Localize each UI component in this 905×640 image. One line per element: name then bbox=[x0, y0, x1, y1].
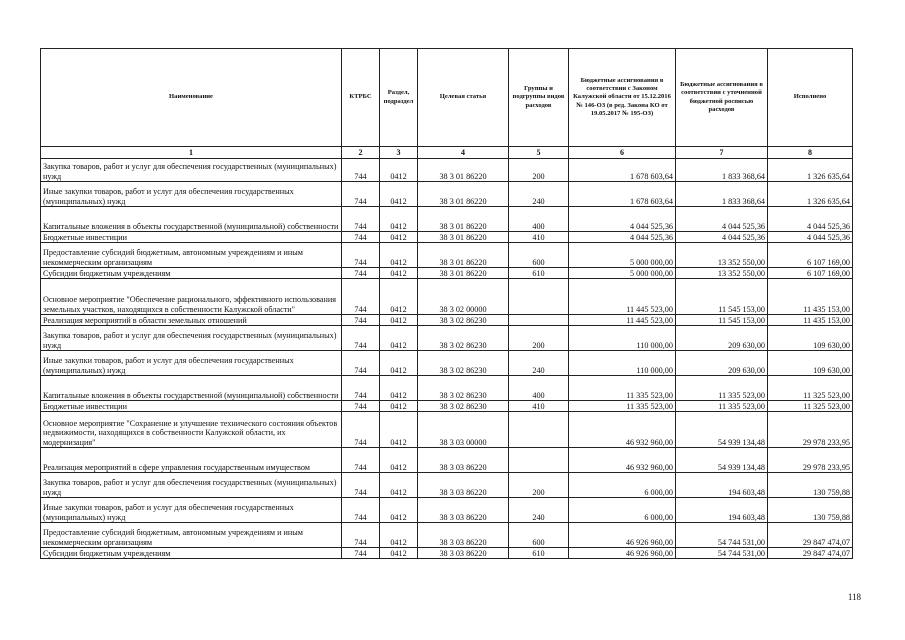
row-name: Капитальные вложения в объекты государственной (муниципальной) собственности bbox=[41, 207, 342, 232]
row-assign-updated: 54 939 134,48 bbox=[676, 412, 768, 448]
row-group: 200 bbox=[509, 326, 569, 351]
row-article: 38 3 02 86230 bbox=[418, 401, 509, 412]
row-assign-law: 4 044 525,36 bbox=[569, 232, 676, 243]
row-assign-law: 1 678 603,64 bbox=[569, 182, 676, 207]
row-razdel: 0412 bbox=[380, 351, 418, 376]
row-group bbox=[509, 315, 569, 326]
table-row bbox=[41, 412, 853, 448]
row-assign-law: 11 445 523,00 bbox=[569, 315, 676, 326]
header-razdel: Раздел, подраздел bbox=[380, 49, 418, 147]
row-article: 38 3 03 86220 bbox=[418, 548, 509, 559]
row-razdel: 0412 bbox=[380, 315, 418, 326]
row-assign-law: 11 445 523,00 bbox=[569, 279, 676, 315]
column-number: 3 bbox=[380, 147, 418, 159]
row-group: 200 bbox=[509, 473, 569, 498]
row-razdel: 0412 bbox=[380, 473, 418, 498]
row-name: Иные закупки товаров, работ и услуг для обеспечения государственных (муниципальных) нужд bbox=[41, 498, 342, 523]
row-ktrbs: 744 bbox=[342, 412, 380, 448]
row-executed: 11 435 153,00 bbox=[768, 279, 853, 315]
table-row bbox=[41, 232, 853, 243]
row-assign-law: 5 000 000,00 bbox=[569, 243, 676, 268]
row-executed: 11 435 153,00 bbox=[768, 315, 853, 326]
table-row bbox=[41, 548, 853, 559]
row-assign-updated: 209 630,00 bbox=[676, 351, 768, 376]
row-executed: 29 847 474,07 bbox=[768, 523, 853, 548]
row-assign-updated: 11 545 153,00 bbox=[676, 315, 768, 326]
row-ktrbs: 744 bbox=[342, 243, 380, 268]
row-ktrbs: 744 bbox=[342, 548, 380, 559]
row-assign-updated: 194 603,48 bbox=[676, 498, 768, 523]
row-executed: 1 326 635,64 bbox=[768, 159, 853, 182]
row-group bbox=[509, 412, 569, 448]
table-row bbox=[41, 448, 853, 473]
row-ktrbs: 744 bbox=[342, 351, 380, 376]
row-razdel: 0412 bbox=[380, 401, 418, 412]
header-groups: Группы и подгруппы видов расходов bbox=[509, 49, 569, 147]
header-article: Целевая статья bbox=[418, 49, 509, 147]
row-name: Реализация мероприятий в области земельных отношений bbox=[41, 315, 342, 326]
row-ktrbs: 744 bbox=[342, 182, 380, 207]
row-assign-updated: 11 335 523,00 bbox=[676, 376, 768, 401]
row-article: 38 3 02 86230 bbox=[418, 351, 509, 376]
row-executed: 109 630,00 bbox=[768, 326, 853, 351]
table-row bbox=[41, 326, 853, 351]
row-assign-law: 11 335 523,00 bbox=[569, 376, 676, 401]
row-ktrbs: 744 bbox=[342, 232, 380, 243]
column-number: 2 bbox=[342, 147, 380, 159]
row-razdel: 0412 bbox=[380, 268, 418, 279]
table-row bbox=[41, 268, 853, 279]
column-number: 7 bbox=[676, 147, 768, 159]
row-name: Реализация мероприятий в сфере управления государственным имуществом bbox=[41, 448, 342, 473]
table-row bbox=[41, 279, 853, 315]
row-assign-updated: 1 833 368,64 bbox=[676, 159, 768, 182]
row-ktrbs: 744 bbox=[342, 523, 380, 548]
row-article: 38 3 01 86220 bbox=[418, 207, 509, 232]
row-name: Основное мероприятие "Сохранение и улучшение технического состояния объектов недвижимости, находящихся в собственности Калужской области, их модернизация" bbox=[41, 412, 342, 448]
page-number: 118 bbox=[847, 592, 861, 602]
row-group: 240 bbox=[509, 498, 569, 523]
column-number: 8 bbox=[768, 147, 853, 159]
row-article: 38 3 01 86220 bbox=[418, 268, 509, 279]
row-razdel: 0412 bbox=[380, 412, 418, 448]
column-number: 6 bbox=[569, 147, 676, 159]
row-executed: 29 978 233,95 bbox=[768, 448, 853, 473]
row-razdel: 0412 bbox=[380, 548, 418, 559]
row-group: 240 bbox=[509, 351, 569, 376]
row-group: 410 bbox=[509, 401, 569, 412]
row-group: 400 bbox=[509, 207, 569, 232]
row-assign-updated: 13 352 550,00 bbox=[676, 268, 768, 279]
row-name: Иные закупки товаров, работ и услуг для обеспечения государственных (муниципальных) нужд bbox=[41, 351, 342, 376]
budget-table bbox=[40, 48, 853, 559]
row-name: Бюджетные инвестиции bbox=[41, 232, 342, 243]
row-executed: 29 978 233,95 bbox=[768, 412, 853, 448]
row-razdel: 0412 bbox=[380, 326, 418, 351]
table-row bbox=[41, 182, 853, 207]
row-assign-updated: 209 630,00 bbox=[676, 326, 768, 351]
row-executed: 29 847 474,07 bbox=[768, 548, 853, 559]
row-razdel: 0412 bbox=[380, 207, 418, 232]
row-name: Закупка товаров, работ и услуг для обеспечения государственных (муниципальных) нужд bbox=[41, 159, 342, 182]
row-name: Иные закупки товаров, работ и услуг для обеспечения государственных (муниципальных) нужд bbox=[41, 182, 342, 207]
row-assign-updated: 1 833 368,64 bbox=[676, 182, 768, 207]
row-group: 240 bbox=[509, 182, 569, 207]
column-number: 4 bbox=[418, 147, 509, 159]
header-assign-law: Бюджетные ассигнования в соответствии с Законом Калужской области от 15.12.2016 № 146-ОЗ (в ред. Закона КО от 19.05.2017 № 195-ОЗ) bbox=[569, 49, 676, 147]
header-ktrbs: КТРБС bbox=[342, 49, 380, 147]
table-row bbox=[41, 523, 853, 548]
row-razdel: 0412 bbox=[380, 232, 418, 243]
row-executed: 1 326 635,64 bbox=[768, 182, 853, 207]
row-razdel: 0412 bbox=[380, 448, 418, 473]
row-article: 38 3 01 86220 bbox=[418, 243, 509, 268]
row-article: 38 3 02 00000 bbox=[418, 279, 509, 315]
row-article: 38 3 03 00000 bbox=[418, 412, 509, 448]
column-number: 1 bbox=[41, 147, 342, 159]
header-row bbox=[41, 49, 853, 147]
row-group: 610 bbox=[509, 548, 569, 559]
row-executed: 130 759,88 bbox=[768, 473, 853, 498]
row-assign-updated: 4 044 525,36 bbox=[676, 232, 768, 243]
row-assign-updated: 13 352 550,00 bbox=[676, 243, 768, 268]
table-row bbox=[41, 473, 853, 498]
row-assign-updated: 54 744 531,00 bbox=[676, 523, 768, 548]
table-row bbox=[41, 376, 853, 401]
row-executed: 109 630,00 bbox=[768, 351, 853, 376]
row-assign-law: 46 926 960,00 bbox=[569, 548, 676, 559]
row-assign-updated: 4 044 525,36 bbox=[676, 207, 768, 232]
row-article: 38 3 02 86230 bbox=[418, 376, 509, 401]
row-article: 38 3 01 86220 bbox=[418, 182, 509, 207]
row-assign-law: 5 000 000,00 bbox=[569, 268, 676, 279]
row-ktrbs: 744 bbox=[342, 448, 380, 473]
row-ktrbs: 744 bbox=[342, 207, 380, 232]
table-row bbox=[41, 207, 853, 232]
row-assign-updated: 194 603,48 bbox=[676, 473, 768, 498]
row-assign-law: 110 000,00 bbox=[569, 326, 676, 351]
row-article: 38 3 02 86230 bbox=[418, 315, 509, 326]
row-name: Основное мероприятие "Обеспечение рационального, эффективного использования земельных участков, находящихся в собственности Калужской области" bbox=[41, 279, 342, 315]
row-name: Закупка товаров, работ и услуг для обеспечения государственных (муниципальных) нужд bbox=[41, 473, 342, 498]
row-razdel: 0412 bbox=[380, 159, 418, 182]
row-ktrbs: 744 bbox=[342, 159, 380, 182]
header-name: Наименование bbox=[41, 49, 342, 147]
row-group: 400 bbox=[509, 376, 569, 401]
row-name: Предоставление субсидий бюджетным, автономным учреждениям и иным некоммерческим организациям bbox=[41, 243, 342, 268]
row-group: 200 bbox=[509, 159, 569, 182]
row-name: Капитальные вложения в объекты государственной (муниципальной) собственности bbox=[41, 376, 342, 401]
row-group bbox=[509, 279, 569, 315]
row-article: 38 3 03 86220 bbox=[418, 523, 509, 548]
row-executed: 6 107 169,00 bbox=[768, 268, 853, 279]
row-assign-law: 4 044 525,36 bbox=[569, 207, 676, 232]
row-ktrbs: 744 bbox=[342, 279, 380, 315]
table-row bbox=[41, 498, 853, 523]
row-razdel: 0412 bbox=[380, 279, 418, 315]
row-assign-updated: 11 335 523,00 bbox=[676, 401, 768, 412]
row-ktrbs: 744 bbox=[342, 473, 380, 498]
header-executed: Исполнено bbox=[768, 49, 853, 147]
row-assign-law: 46 932 960,00 bbox=[569, 412, 676, 448]
row-group bbox=[509, 448, 569, 473]
row-razdel: 0412 bbox=[380, 498, 418, 523]
row-group: 600 bbox=[509, 243, 569, 268]
table-row bbox=[41, 243, 853, 268]
row-group: 410 bbox=[509, 232, 569, 243]
column-number: 5 bbox=[509, 147, 569, 159]
row-assign-law: 11 335 523,00 bbox=[569, 401, 676, 412]
row-assign-law: 110 000,00 bbox=[569, 351, 676, 376]
row-ktrbs: 744 bbox=[342, 315, 380, 326]
row-name: Субсидии бюджетным учреждениям bbox=[41, 268, 342, 279]
row-ktrbs: 744 bbox=[342, 376, 380, 401]
row-razdel: 0412 bbox=[380, 376, 418, 401]
row-name: Бюджетные инвестиции bbox=[41, 401, 342, 412]
row-article: 38 3 01 86220 bbox=[418, 232, 509, 243]
row-executed: 11 325 523,00 bbox=[768, 376, 853, 401]
row-razdel: 0412 bbox=[380, 182, 418, 207]
row-article: 38 3 02 86230 bbox=[418, 326, 509, 351]
table-row bbox=[41, 351, 853, 376]
row-name: Закупка товаров, работ и услуг для обеспечения государственных (муниципальных) нужд bbox=[41, 326, 342, 351]
row-group: 610 bbox=[509, 268, 569, 279]
row-ktrbs: 744 bbox=[342, 268, 380, 279]
table-row bbox=[41, 159, 853, 182]
table-row bbox=[41, 315, 853, 326]
row-assign-updated: 54 744 531,00 bbox=[676, 548, 768, 559]
row-assign-law: 6 000,00 bbox=[569, 498, 676, 523]
row-article: 38 3 03 86220 bbox=[418, 498, 509, 523]
row-executed: 6 107 169,00 bbox=[768, 243, 853, 268]
row-ktrbs: 744 bbox=[342, 401, 380, 412]
row-razdel: 0412 bbox=[380, 243, 418, 268]
row-razdel: 0412 bbox=[380, 523, 418, 548]
row-ktrbs: 744 bbox=[342, 498, 380, 523]
row-assign-updated: 11 545 153,00 bbox=[676, 279, 768, 315]
row-assign-law: 1 678 603,64 bbox=[569, 159, 676, 182]
row-assign-law: 46 932 960,00 bbox=[569, 448, 676, 473]
row-article: 38 3 03 86220 bbox=[418, 473, 509, 498]
row-executed: 11 325 523,00 bbox=[768, 401, 853, 412]
row-article: 38 3 03 86220 bbox=[418, 448, 509, 473]
row-executed: 4 044 525,36 bbox=[768, 232, 853, 243]
header-assign-updated: Бюджетные ассигнования в соответствии с уточненной бюджетной росписью расходов bbox=[676, 49, 768, 147]
table-row bbox=[41, 401, 853, 412]
row-group: 600 bbox=[509, 523, 569, 548]
row-executed: 130 759,88 bbox=[768, 498, 853, 523]
row-assign-updated: 54 939 134,48 bbox=[676, 448, 768, 473]
column-number-row bbox=[41, 147, 853, 159]
row-assign-law: 46 926 960,00 bbox=[569, 523, 676, 548]
row-article: 38 3 01 86220 bbox=[418, 159, 509, 182]
row-name: Предоставление субсидий бюджетным, автономным учреждениям и иным некоммерческим организациям bbox=[41, 523, 342, 548]
row-name: Субсидии бюджетным учреждениям bbox=[41, 548, 342, 559]
row-assign-law: 6 000,00 bbox=[569, 473, 676, 498]
row-executed: 4 044 525,36 bbox=[768, 207, 853, 232]
row-ktrbs: 744 bbox=[342, 326, 380, 351]
